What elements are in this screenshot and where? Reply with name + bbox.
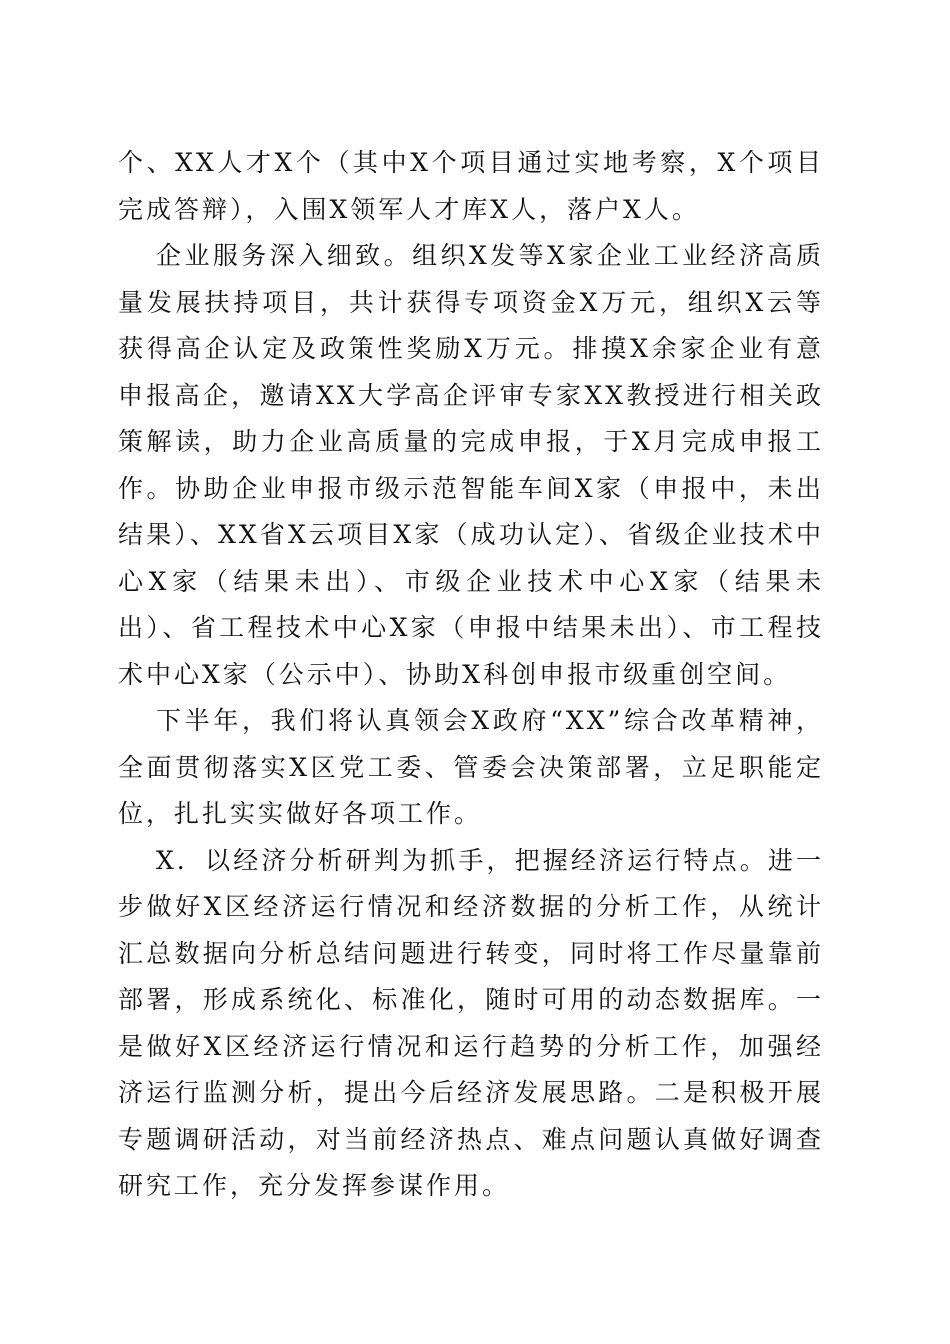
paragraph-continuation: 个、XX人才X个（其中X个项目通过实地考察，X个项目完成答辩），入围X领军人才库X人，落户X人。 [118, 148, 824, 224]
paragraph-economic-analysis: X．以经济分析研判为抓手，把握经济运行特点。进一步做好X区经济运行情况和经济数据的分析工作，从统计汇总数据向分析总结问题进行转变，同时将工作尽量靠前部署，形成系统化、标准化，随时可用的动态数据库。一是做好X区经济运行情况和运行趋势的分析工作，加强经济运行监测分析，提出今后经济发展思路。二是积极开展专题调研活动，对当前经济热点、难点问题认真做好调查研究工作，充分发挥参谋作用。 [118, 845, 824, 1200]
document-body [118, 140, 824, 1210]
paragraph-enterprise-services: 企业服务深入细致。组织X发等X家企业工业经济高质量发展扶持项目，共计获得专项资金X万元，组织X云等获得高企认定及政策性奖励X万元。排摸X余家企业有意申报高企，邀请XX大学高企评审专家XX教授进行相关政策解读，助力企业高质量的完成申报，于X月完成申报工作。协助企业申报市级示范智能车间X家（申报中，未出结果）、XX省X云项目X家（成功认定）、省级企业技术中心X家（结果未出）、市级企业技术中心X家（结果未出）、省工程技术中心X家（申报中结果未出）、市工程技术中心X家（公示中）、协助X科创申报市级重创空间。 [118, 241, 824, 689]
paragraph-second-half-plan: 下半年，我们将认真领会X政府“XX”综合改革精神，全面贯彻落实X区党工委、管委会决策部署，立足职能定位，扎扎实实做好各项工作。 [118, 706, 824, 828]
